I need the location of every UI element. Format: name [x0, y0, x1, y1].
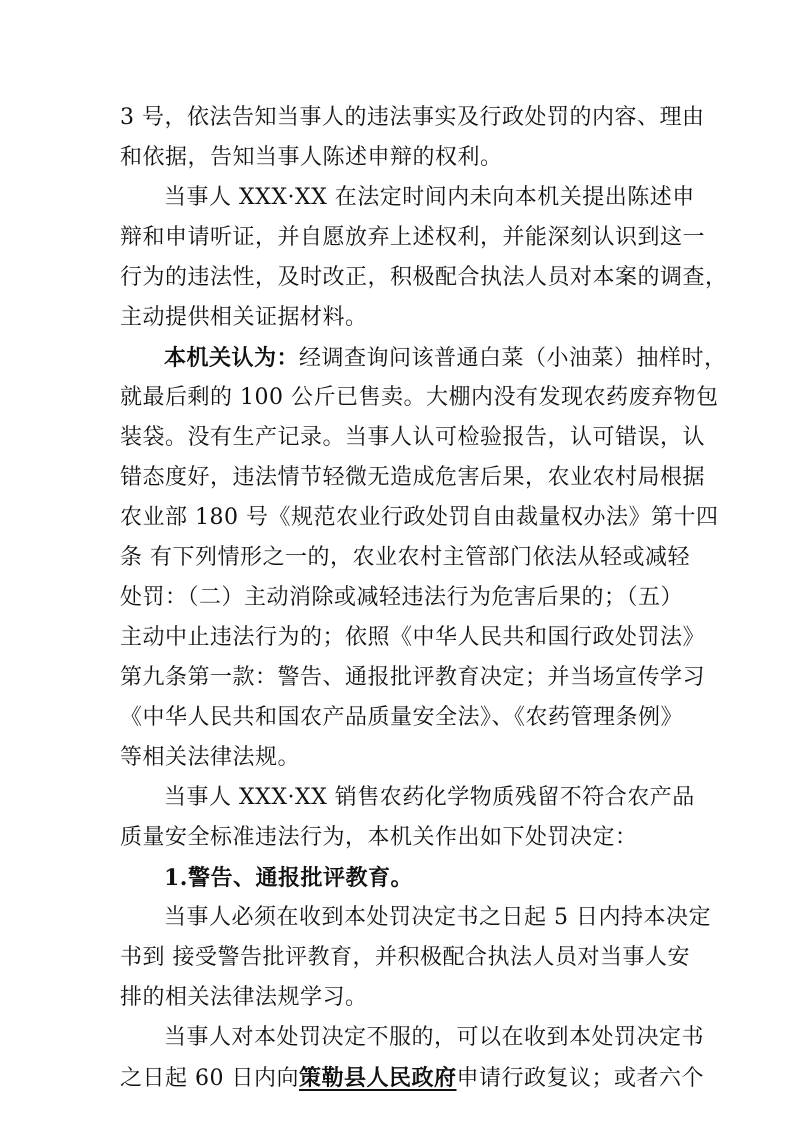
text-line: 当事人必须在收到本处罚决定书之日起 5 日内持本决定: [164, 905, 711, 930]
text-line: 错态度好，违法情节轻微无造成危害后果，农业农村局根据: [120, 465, 706, 490]
finding-label: 本机关认为：: [164, 345, 300, 371]
text-line: 等相关法律法规。: [120, 745, 301, 770]
text-line: 排的相关法律法规学习。: [120, 985, 368, 1010]
text-line: [164, 338, 727, 378]
text-line: 主动中止违法行为的；依照《中华人民共和国行政处罚法》: [120, 625, 706, 650]
text-line: 辩和申请听证，并自愿放弃上述权利，并能深刻认识到这一: [120, 225, 706, 250]
decision-heading: 1.警告、通报批评教育。: [164, 865, 413, 891]
text-line: 处罚：（二）主动消除或减轻违法行为危害后果的；（五）: [120, 585, 684, 610]
text-span: 经调查询问该普通白菜（小油菜）抽样时，: [299, 346, 727, 371]
text-line: 和依据，告知当事人陈述申辩的权利。: [120, 145, 503, 170]
text-line: 当事人对本处罚决定不服的，可以在收到本处罚决定书: [164, 1025, 705, 1050]
text-line: 质量安全标准违法行为，本机关作出如下处罚决定：: [120, 825, 638, 850]
text-line: [120, 1058, 704, 1098]
government-name: 策勒县人民政府: [298, 1065, 457, 1091]
text-line: 主动提供相关证据材料。: [120, 305, 368, 330]
text-line: 《中华人民共和国农产品质量安全法》、《农药管理条例》: [120, 705, 684, 730]
text-line: 3 号，依法告知当事人的违法事实及行政处罚的内容、理由: [120, 105, 705, 130]
text-line: 就最后剩的 100 公斤已售卖。大棚内没有发现农药废弃物包: [120, 385, 719, 410]
text-span: 之日起 60 日内向: [120, 1066, 299, 1091]
text-line: 条 有下列情形之一的，农业农村主管部门依法从轻或减轻: [120, 545, 690, 570]
text-line: 农业部 180 号《规范农业行政处罚自由裁量权办法》第十四: [120, 505, 719, 530]
text-span: 申请行政复议；或者六个: [456, 1066, 705, 1091]
text-line: 第九条第一款：警告、通报批评教育决定；并当场宣传学习: [120, 665, 706, 690]
text-line: 书到 接受警告批评教育，并积极配合执法人员对当事人安: [120, 945, 690, 970]
text-line: 装袋。没有生产记录。当事人认可检验报告，认可错误，认: [120, 425, 706, 450]
text-line: 当事人 XXX·XX 在法定时间内未向本机关提出陈述申: [164, 185, 695, 210]
text-line: 行为的违法性，及时改正，积极配合执法人员对本案的调查，: [120, 265, 728, 290]
text-line: 当事人 XXX·XX 销售农药化学物质残留不符合农产品: [164, 785, 695, 810]
